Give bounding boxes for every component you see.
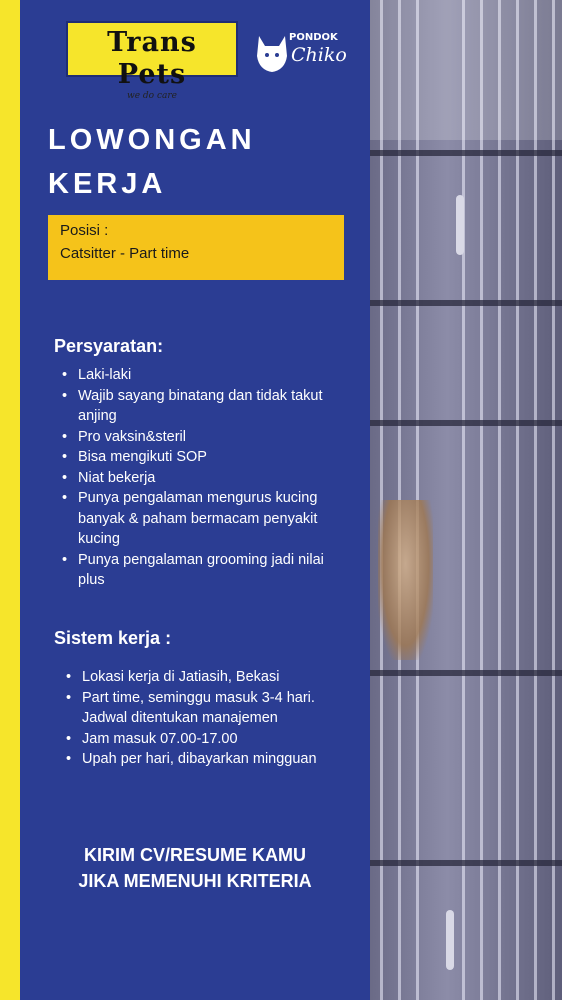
call-to-action (40, 842, 350, 894)
title-line-2: KERJA (48, 168, 167, 200)
list-item: • Laki-laki (58, 365, 348, 386)
work-system-list (62, 667, 347, 770)
position-value: Catsitter - Part time (60, 245, 190, 262)
cta-line-1: KIRIM CV/RESUME KAMU (83, 845, 306, 865)
list-item: • Bisa mengikuti SOP (58, 447, 348, 468)
list-item: • Upah per hari, dibayarkan mingguan (62, 749, 347, 770)
cta-line-2: JIKA MEMENUHI KRITERIA (78, 871, 312, 891)
position-label: Posisi : (60, 222, 109, 239)
page-title (48, 118, 348, 206)
cat-head-icon (255, 30, 289, 74)
trans-pets-brand: Trans Pets (107, 27, 197, 90)
list-item: • Part time, seminggu masuk 3-4 hari. Jadwal ditentukan manajemen (62, 688, 347, 729)
pondok-label: PONDOK (289, 32, 338, 43)
list-item: • Niat bekerja (58, 468, 348, 489)
pondok-chiko-logo (255, 28, 351, 78)
trans-pets-logo (66, 21, 238, 101)
cat-silhouette (378, 500, 433, 660)
list-item: • Wajib sayang binatang dan tidak takut anjing (58, 386, 348, 427)
list-item: • Punya pengalaman grooming jadi nilai plus (58, 550, 348, 591)
work-system-heading: Sistem kerja : (54, 628, 172, 648)
list-item: • Punya pengalaman mengurus kucing banyak & paham bermacam penyakit kucing (58, 488, 348, 550)
position-box (48, 215, 344, 280)
list-item: • Lokasi kerja di Jatiasih, Bekasi (62, 667, 347, 688)
cat-cage-photo (370, 0, 562, 1000)
title-line-1: LOWONGAN (48, 124, 256, 156)
trans-pets-tagline: we do care (127, 91, 177, 101)
chiko-label: Chiko (291, 44, 347, 66)
requirements-list (58, 365, 348, 591)
requirements-heading: Persyaratan: (54, 336, 164, 356)
yellow-accent-stripe (0, 0, 20, 1000)
list-item: • Jam masuk 07.00-17.00 (62, 729, 347, 750)
list-item: • Pro vaksin&steril (58, 427, 348, 448)
